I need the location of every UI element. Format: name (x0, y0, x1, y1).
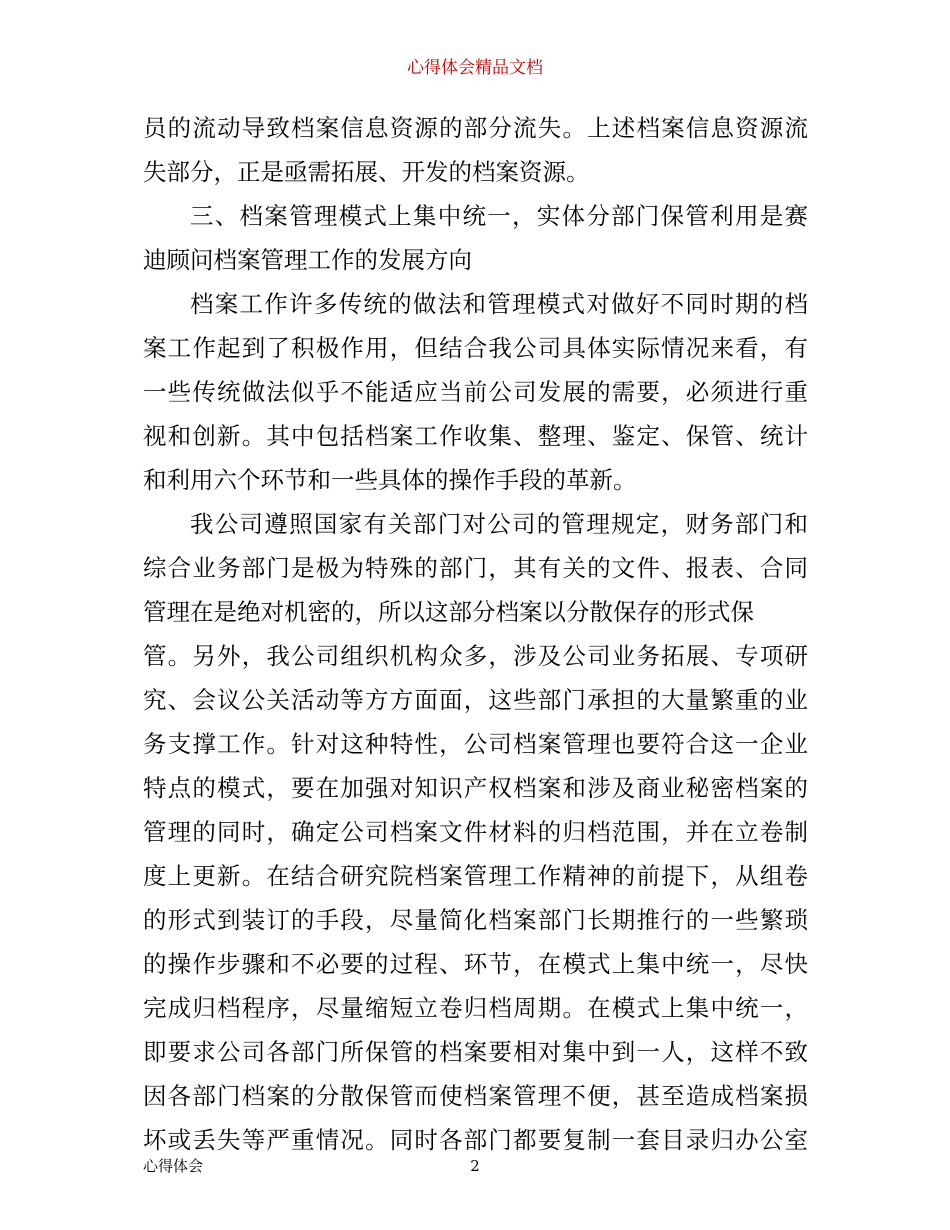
paragraph-line: 的操作步骤和不必要的过程、环节，在模式上集中统一，尽快 (143, 950, 808, 978)
paragraph-line: 坏或丢失等严重情况。同时各部门都要复制一套目录归办公室 (143, 1126, 808, 1154)
paragraph-line: 因各部门档案的分散保管而使档案管理不便，甚至造成档案损 (143, 1082, 808, 1110)
paragraph-line: 管理在是绝对机密的，所以这部分档案以分散保存的形式保 (143, 598, 754, 626)
paragraph-line: 一些传统做法似乎不能适应当前公司发展的需要，必须进行重 (143, 378, 808, 406)
page-header-title: 心得体会精品文档 (407, 58, 543, 78)
paragraph-line: 的形式到装订的手段，尽量简化档案部门长期推行的一些繁琐 (143, 906, 808, 934)
paragraph-line: 完成归档程序，尽量缩短立卷归档周期。在模式上集中统一， (143, 994, 808, 1022)
paragraph-line: 管理的同时，确定公司档案文件材料的归档范围，并在立卷制 (143, 818, 808, 846)
paragraph-line: 员的流动导致档案信息资源的部分流失。上述档案信息资源流 (143, 114, 808, 142)
paragraph-line: 和利用六个环节和一些具体的操作手段的革新。 (143, 466, 637, 494)
paragraph-line: 度上更新。在结合研究院档案管理工作精神的前提下，从组卷 (143, 862, 808, 890)
paragraph-line: 究、会议公关活动等方方面面，这些部门承担的大量繁重的业 (143, 686, 808, 714)
paragraph-line: 案工作起到了积极作用，但结合我公司具体实际情况来看，有 (143, 334, 808, 362)
paragraph-line: 视和创新。其中包括档案工作收集、整理、鉴定、保管、统计 (143, 422, 808, 450)
paragraph-line: 失部分，正是亟需拓展、开发的档案资源。 (143, 158, 590, 186)
paragraph-line: 管。另外，我公司组织机构众多，涉及公司业务拓展、专项研 (143, 642, 808, 670)
paragraph-line: 即要求公司各部门所保管的档案要相对集中到一人，这样不致 (143, 1038, 808, 1066)
page-number: 2 (470, 1157, 480, 1175)
paragraph-line: 特点的模式，要在加强对知识产权档案和涉及商业秘密档案的 (143, 774, 808, 802)
paragraph-line: 综合业务部门是极为特殊的部门，其有关的文件、报表、合同 (143, 554, 808, 582)
paragraph-line: 档案工作许多传统的做法和管理模式对做好不同时期的档 (190, 290, 808, 318)
document-body (143, 106, 808, 1162)
section-heading-line: 迪顾问档案管理工作的发展方向 (143, 246, 472, 274)
section-heading-line: 三、档案管理模式上集中统一，实体分部门保管利用是赛 (190, 202, 808, 230)
paragraph-line: 我公司遵照国家有关部门对公司的管理规定，财务部门和 (190, 510, 808, 538)
paragraph-line: 务支撑工作。针对这种特性，公司档案管理也要符合这一企业 (143, 730, 808, 758)
footer-label: 心得体会 (143, 1157, 204, 1175)
